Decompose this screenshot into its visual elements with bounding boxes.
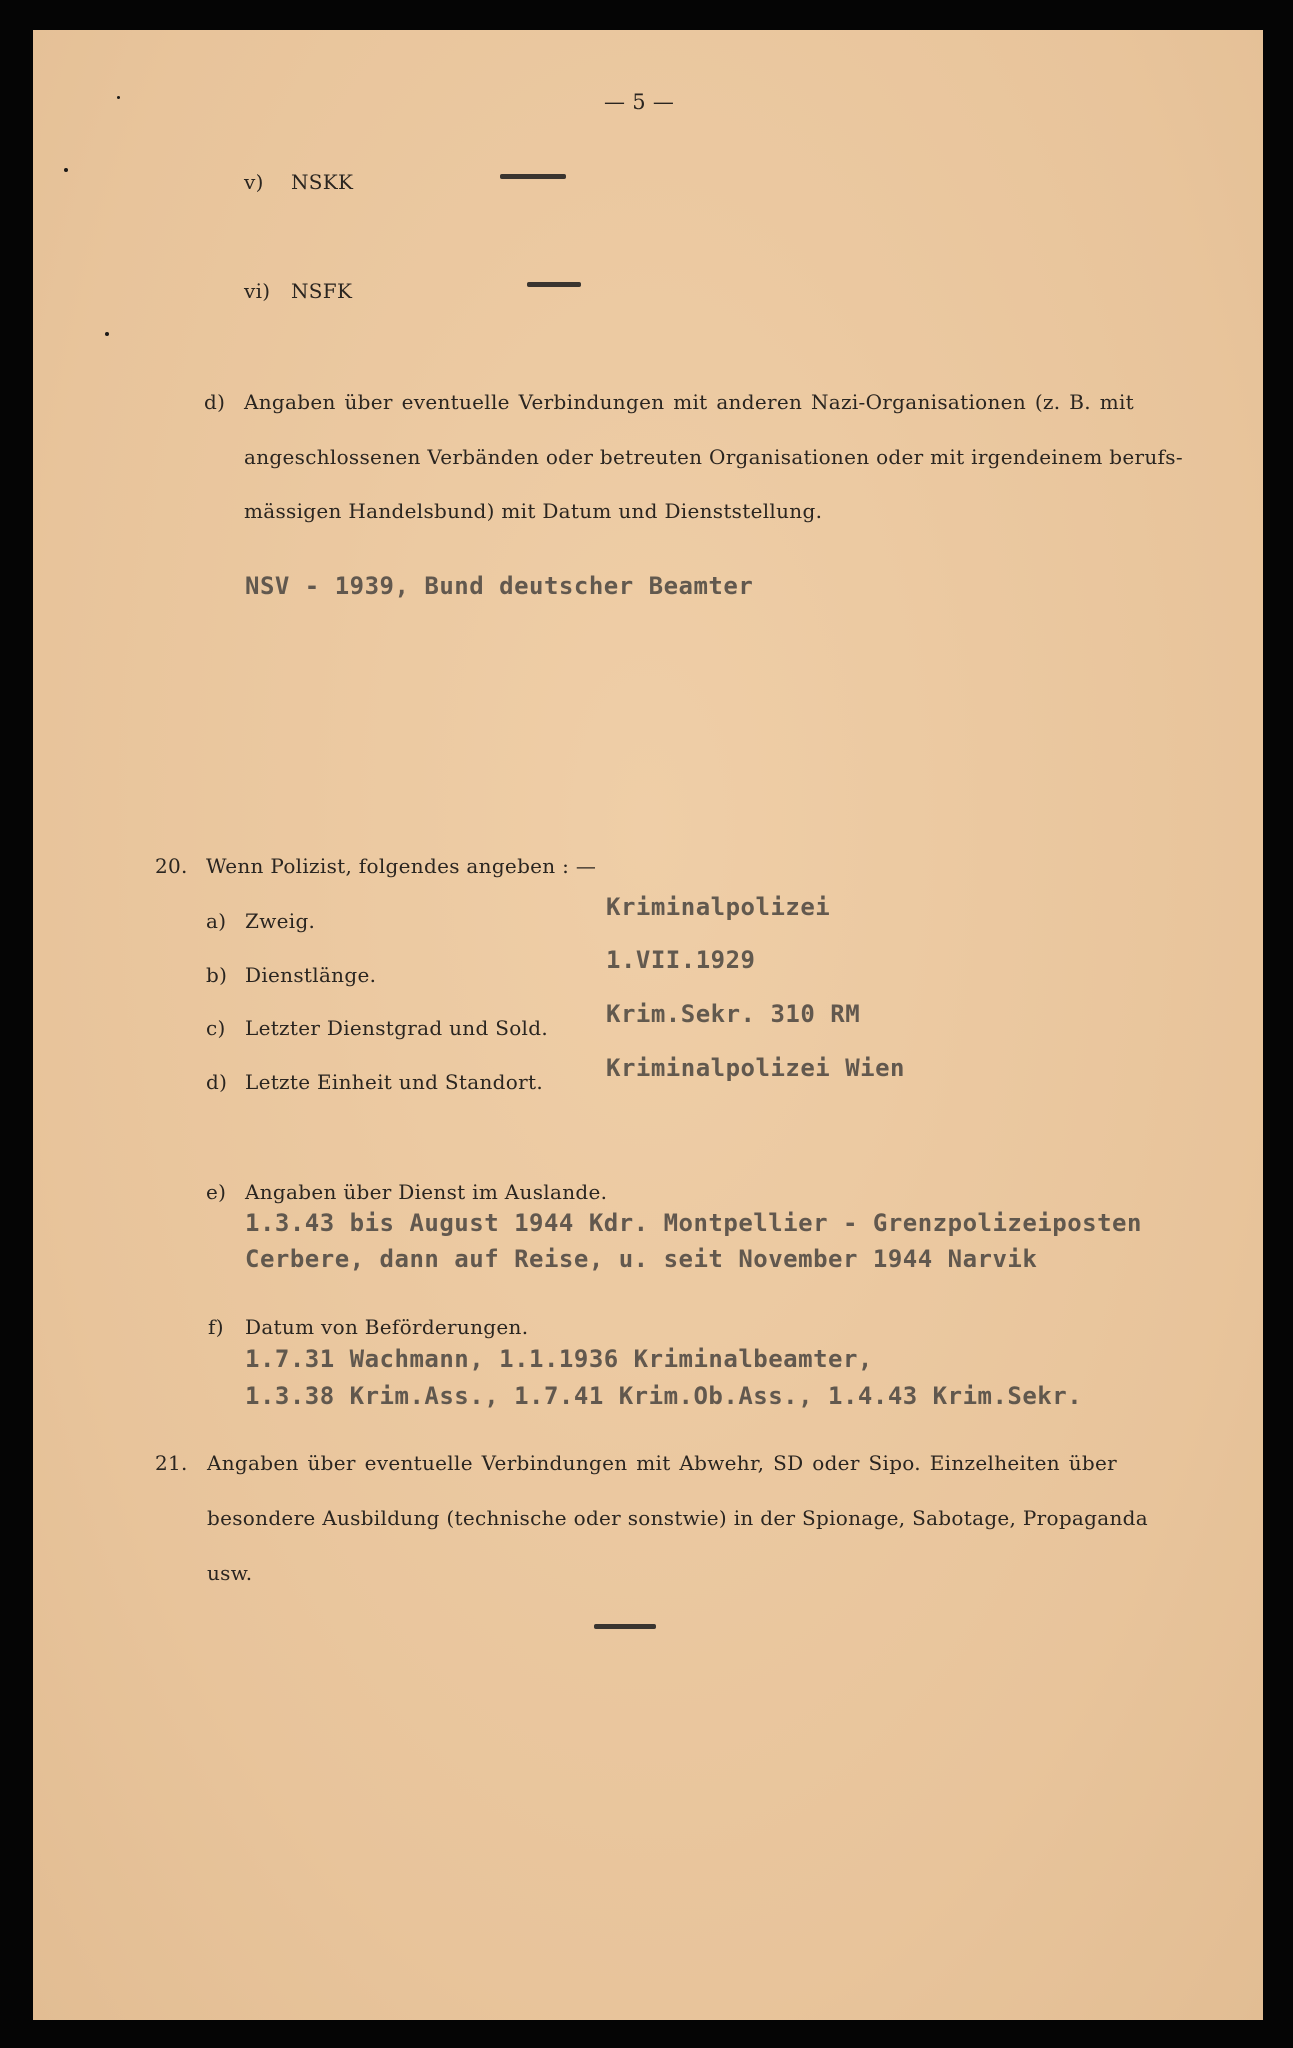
section20-d-label: d) — [206, 1070, 228, 1094]
item-vi-dash — [527, 282, 581, 287]
section20-f-answer-1: 1.7.31 Wachmann, 1.1.1936 Kriminalbeamter, — [245, 1345, 873, 1373]
margin-speck — [64, 168, 68, 172]
item-d-line-1: Angaben über eventuelle Verbindungen mit anderen Nazi-Organisationen (z. B. mit — [244, 390, 1134, 414]
section21-dash — [594, 1624, 656, 1629]
section20-f-label: f) — [208, 1315, 224, 1339]
section21-number: 21. — [155, 1451, 188, 1475]
section20-e-label: e) — [206, 1180, 227, 1204]
item-vi-text: NSFK — [291, 279, 353, 303]
item-d-answer: NSV - 1939, Bund deutscher Beamter — [245, 572, 754, 600]
section20-c-label: c) — [206, 1016, 226, 1040]
section20-e-answer-1: 1.3.43 bis August 1944 Kdr. Montpellier - Grenzpolizeiposten — [245, 1209, 1142, 1237]
item-v-dash — [500, 174, 566, 179]
section20-d-text: Letzte Einheit und Standort. — [245, 1070, 543, 1094]
section20-a-text: Zweig. — [245, 909, 316, 933]
section20-a-label: a) — [206, 909, 227, 933]
item-v-label: v) — [244, 170, 264, 194]
section20-b-label: b) — [206, 963, 228, 987]
page-number: — 5 — — [604, 90, 675, 114]
margin-speck — [105, 332, 109, 336]
section21-line-1: Angaben über eventuelle Verbindungen mit Abwehr, SD oder Sipo. Einzelheiten über — [207, 1451, 1117, 1475]
section20-b-text: Dienstlänge. — [245, 963, 377, 987]
section20-c-answer: Krim.Sekr. 310 RM — [606, 1000, 861, 1028]
section20-e-answer-2: Cerbere, dann auf Reise, u. seit November 1944 Narvik — [245, 1245, 1038, 1273]
item-d-label: d) — [204, 390, 226, 414]
section20-c-text: Letzter Dienstgrad und Sold. — [245, 1016, 548, 1040]
item-vi-label: vi) — [244, 279, 271, 303]
section21-line-3: usw. — [207, 1561, 253, 1585]
section21-line-2: besondere Ausbildung (technische oder sonstwie) in der Spionage, Sabotage, Propaganda — [207, 1506, 1148, 1530]
section20-b-answer: 1.VII.1929 — [606, 946, 756, 974]
item-v-text: NSKK — [291, 170, 354, 194]
section20-d-answer: Kriminalpolizei Wien — [606, 1054, 905, 1082]
section20-title: Wenn Polizist, folgendes angeben : — — [206, 854, 597, 878]
item-d-line-2: angeschlossenen Verbänden oder betreuten Organisationen oder mit irgendeinem berufs- — [244, 445, 1183, 469]
margin-speck — [117, 96, 120, 99]
section20-number: 20. — [155, 854, 188, 878]
section20-f-text: Datum von Beförderungen. — [245, 1315, 529, 1339]
section20-a-answer: Kriminalpolizei — [606, 893, 831, 921]
item-d-line-3: mässigen Handelsbund) mit Datum und Dienststellung. — [244, 499, 823, 523]
section20-e-text: Angaben über Dienst im Auslande. — [245, 1180, 608, 1204]
section20-f-answer-2: 1.3.38 Krim.Ass., 1.7.41 Krim.Ob.Ass., 1.4.43 Krim.Sekr. — [245, 1382, 1083, 1410]
